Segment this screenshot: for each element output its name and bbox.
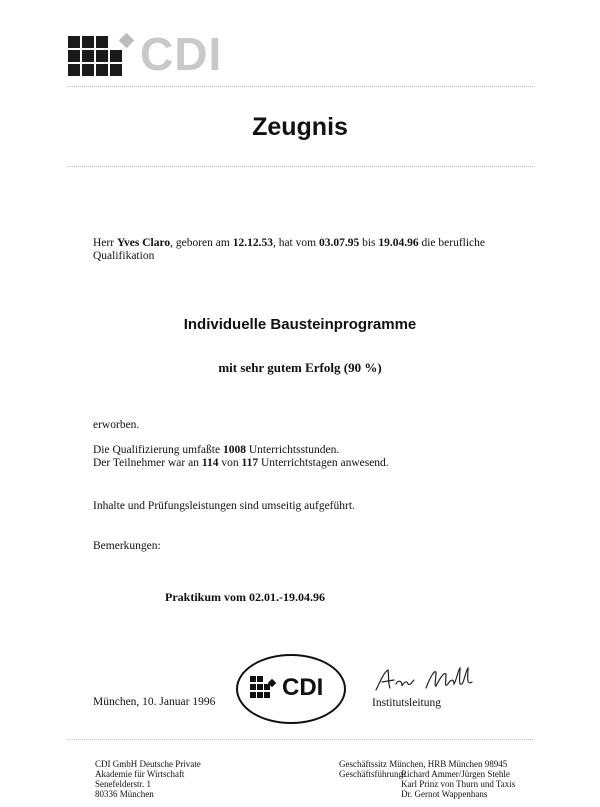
stamp-square-icon	[257, 676, 263, 682]
footer-divider	[68, 739, 533, 740]
logo-diamond-icon	[119, 33, 135, 49]
footer-manager: Dr. Gernot Wappenhans	[401, 789, 488, 799]
footer-address-line: Akademie für Wirtschaft	[95, 769, 185, 779]
contents-note: Inhalte und Prüfungsleistungen sind umseitig aufgeführt.	[93, 500, 355, 512]
remarks-text: Praktikum vom 02.01.-19.04.96	[165, 590, 325, 604]
footer-address-line: CDI GmbH Deutsche Private	[95, 759, 201, 769]
acquired-text: erworben.	[93, 419, 140, 431]
program-title: Individuelle Bausteinprogramme	[183, 316, 417, 333]
logo-square-icon	[96, 36, 108, 48]
days-attended: 114	[201, 457, 219, 469]
stamp-square-icon	[264, 692, 270, 698]
title-divider	[68, 166, 533, 167]
stamp-square-icon	[250, 684, 256, 690]
place-date: München, 10. Januar 1996	[93, 696, 216, 708]
footer-company	[339, 759, 539, 799]
document-title: Zeugnis	[252, 113, 348, 141]
footer-address	[95, 759, 201, 799]
stamp-square-icon	[257, 692, 263, 698]
stamp-square-icon	[250, 676, 256, 682]
footer-management-label: Geschäftsführung:	[339, 769, 406, 779]
end-date: 19.04.96	[378, 237, 419, 249]
candidate-name: Yves Claro	[116, 237, 171, 249]
handwritten-signature	[374, 664, 474, 696]
header-divider	[68, 86, 533, 87]
days-total: 117	[241, 457, 259, 469]
logo-square-icon	[68, 64, 80, 76]
stamp-wordmark: CDI	[282, 674, 324, 701]
cdi-stamp	[236, 654, 346, 724]
logo-square-icon	[82, 50, 94, 62]
cdi-logo	[68, 28, 238, 80]
footer-manager: Richard Ammer/Jürgen Stehle	[401, 769, 510, 779]
logo-square-icon	[110, 50, 122, 62]
logo-wordmark: CDI	[140, 28, 223, 80]
logo-square-icon	[96, 64, 108, 76]
logo-square-icon	[82, 36, 94, 48]
logo-square-icon	[82, 64, 94, 76]
result-grade: mit sehr gutem Erfolg (90 %)	[218, 360, 382, 375]
signer-role: Institutsleitung	[372, 697, 441, 709]
stamp-square-icon	[257, 684, 263, 690]
footer-manager: Karl Prinz von Thurn und Taxis	[401, 779, 516, 789]
footer-address-line: Senefelderstr. 1	[95, 779, 151, 789]
intro-paragraph: Herr Yves Claro, geboren am 12.12.53, hat vom 03.07.95 bis 19.04.96 die berufliche Qualifikation	[93, 237, 486, 262]
stamp-square-icon	[250, 692, 256, 698]
logo-square-icon	[110, 64, 122, 76]
intro-line-2: Qualifikation	[93, 250, 155, 262]
start-date: 03.07.95	[318, 237, 360, 249]
logo-square-icon	[68, 50, 80, 62]
footer-registry: Geschäftssitz München, HRB München 98945	[339, 759, 508, 769]
footer-address-line: 80336 München	[95, 789, 154, 799]
hours-attendance: Die Qualifizierung umfaßte 1008 Unterrichtsstunden. Der Teilnehmer war an 114 von 117 Unterrichtstagen anwesend.	[93, 444, 389, 469]
logo-square-icon	[96, 50, 108, 62]
remarks-label: Bemerkungen:	[93, 540, 161, 552]
birth-date: 12.12.53	[232, 237, 273, 249]
hours-count: 1008	[222, 444, 246, 456]
logo-square-icon	[68, 36, 80, 48]
